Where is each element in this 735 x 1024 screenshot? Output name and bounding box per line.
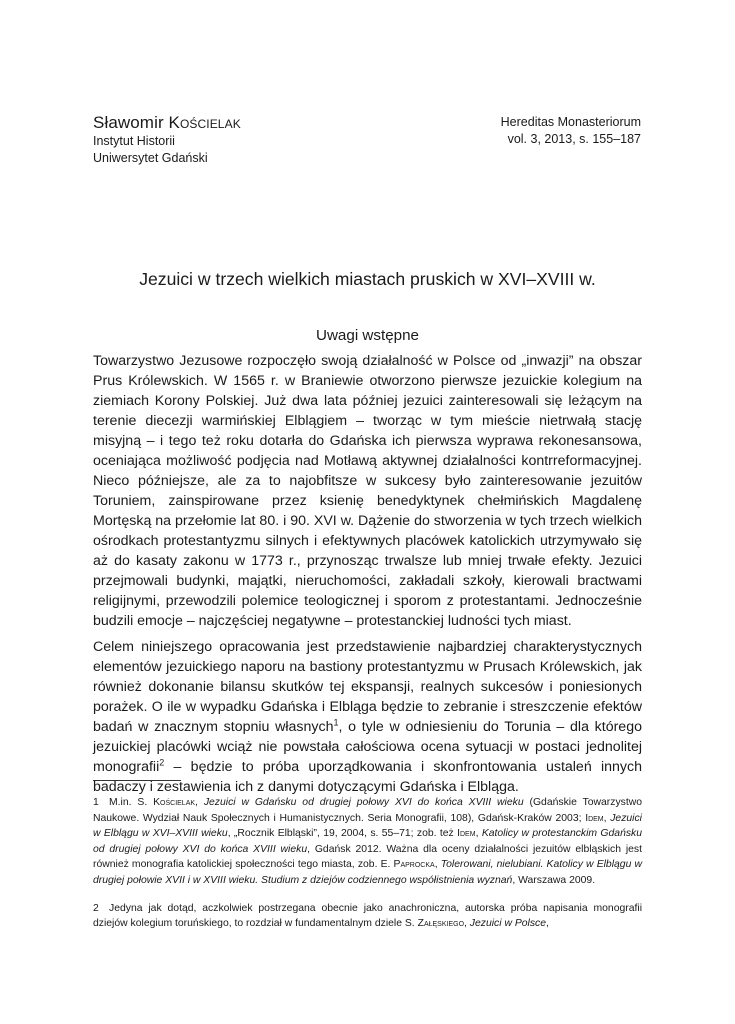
journal-volume: vol. 3, 2013, s. 155–187 — [507, 132, 641, 146]
fn-work-title: Jezuici w Elblągu w XVI–XVIII wieku — [93, 812, 642, 840]
body-paragraph-1: Towarzystwo Jezusowe rozpoczęło swoją działalność w Polsce od „inwazji” na obszar Prus Królewskich. W 1565 r. w Braniewie otworzono pierwsze jezuickie kolegium na ziemiach Korony Polskiej. Już dwa lata później jezuici zainteresowali się leżącym na terenie diecezji warmińskiej Elblągiem – tworząc w tym mieście nietrwałą stację misyjną – i tego też roku dotarła do Gdańska ich pierwsza wyprawa rekonesansowa, oceniająca możliwość podjęcia nad Motławą aktywnej działalności kontrreformacyjnej. Nieco późniejsze, ale za to najobfitsze w sukcesy było zainteresowanie jezuitów Toruniem, zainspirowane przez ksienię benedyktynek chełmińskich Magdalenę Mortęską na przełomie lat 80. i 90. XVI w. Dążenie do stworzenia w tych trzech wielkich ośrodkach protestantyzmu silnych i efektywnych placówek katolickich utrzymywało się aż do kasaty zakonu w 1773 r., przynosząc trwalsze lub mniej trwałe efekty. Jezuici przejmowali budynki, majątki, nieruchomości, zakładali szkoły, kierowali bractwami religijnymi, przewodzili polemice teologicznej i sporom z protestantami. Jednocześnie budzili emocje – najczęściej negatywne – protestanckiej ludności tych miast. — [93, 353, 642, 629]
fn-text: , — [195, 797, 204, 808]
affiliation-university: Uniwersytet Gdański — [93, 151, 208, 165]
fn-text: , — [434, 859, 441, 871]
fn-text: , — [603, 812, 611, 824]
footnote-divider — [93, 780, 181, 781]
journal-block — [501, 113, 641, 148]
fn-text: , Warszawa 2009. — [512, 874, 596, 886]
fn-author: Idem — [585, 812, 604, 824]
journal-name: Hereditas Monasteriorum — [500, 115, 641, 129]
author-name — [93, 113, 241, 133]
paragraph-2-text-b: , o tyle w odniesieniu do Torunia – dla którego jezuickiej placówki wciąż nie powstała całościowa ocena sytuacji w postaci jednolitej monografii — [93, 719, 642, 775]
fn-work-title: Tolerowani, nielubiani. Katolicy w Elblągu w drugiej połowie XVII i w XVIII wieku. Studium z dziejów codziennego współistnienia wyznań — [93, 859, 642, 886]
footnote-2 — [93, 901, 642, 932]
fn-text: (Gdańskie Towarzystwo Naukowe. Wydział Nauk Społecznych i Humanistycznych. Seria Monografii, 108), Gdańsk-Kraków 2003; — [93, 797, 643, 824]
fn-text: , — [546, 918, 549, 930]
footnote-number: 1 — [93, 797, 99, 808]
fn-author: Paprocka — [393, 859, 435, 871]
fn-author: Idem — [457, 828, 476, 840]
section-heading: Uwagi wstępne — [316, 327, 419, 344]
body-text — [93, 351, 642, 797]
paragraph-2-text-a: Celem niniejszego opracowania jest przedstawienie najbardziej charakterystycznych elementów jezuickiego naporu na bastiony protestantyzmu w Prusach Królewskich, jak również dokonanie bilansu skutków tej ekspansji, realnych sukcesów i poniesionych porażek. O ile w wypadku Gdańska i Elbląga będzie to zebranie i streszczenie efektów badań w znacznym stopniu własnych — [93, 639, 642, 735]
paragraph-2-text-c: – będzie to próba uporządkowania i skonfrontowania ustaleń innych badaczy i zestawienia ich z danymi dotyczącymi Gdańska i Elbląga. — [93, 759, 642, 795]
author-last-name: Kościelak — [168, 113, 241, 132]
footnote-number: 2 — [93, 902, 99, 914]
fn-text: , — [475, 828, 482, 840]
fn-text: Jedyna jak dotąd, aczkolwiek postrzegana obecnie jako anachroniczna, autorska próba napisania monografii dziejów kolegium toruńskiego, to rozdział w fundamentalnym dziele S. — [93, 902, 642, 930]
fn-text: , — [464, 918, 470, 930]
fn-work-title: Jezuici w Gdańsku od drugiej połowy XVI do końca XVIII wieku — [203, 797, 524, 808]
fn-work-title: Jezuici w Polsce — [469, 918, 547, 930]
article-title: Jezuici w trzech wielkich miastach pruskich w XVI–XVIII w. — [139, 269, 596, 289]
footnote-1 — [93, 795, 642, 889]
author-first-name: Sławomir — [93, 113, 169, 132]
fn-work-title: Katolicy w protestanckim Gdańsku od drugiej połowy XVI do końca XVIII wieku — [93, 828, 643, 855]
fn-text: , Gdańsk 2012. Ważna dla oceny działalności jezuitów elbląskich jest również monografia katolickiej społeczności tego miasta, zob. E. — [93, 843, 643, 871]
footnote-ref-1[interactable]: 1 — [333, 717, 339, 728]
fn-author: Załęskiego — [417, 918, 465, 930]
footnotes — [93, 795, 642, 932]
body-paragraph-2 — [93, 637, 642, 797]
fn-text: M.in. S. — [109, 797, 154, 808]
affiliation-institute: Instytut Historii — [93, 134, 175, 148]
fn-author: Kościelak — [153, 797, 196, 808]
footnote-ref-2[interactable]: 2 — [159, 757, 165, 768]
fn-text: , „Rocznik Elbląski”, 19, 2004, s. 55–71; zob. też — [227, 828, 458, 840]
author-block — [93, 113, 241, 167]
